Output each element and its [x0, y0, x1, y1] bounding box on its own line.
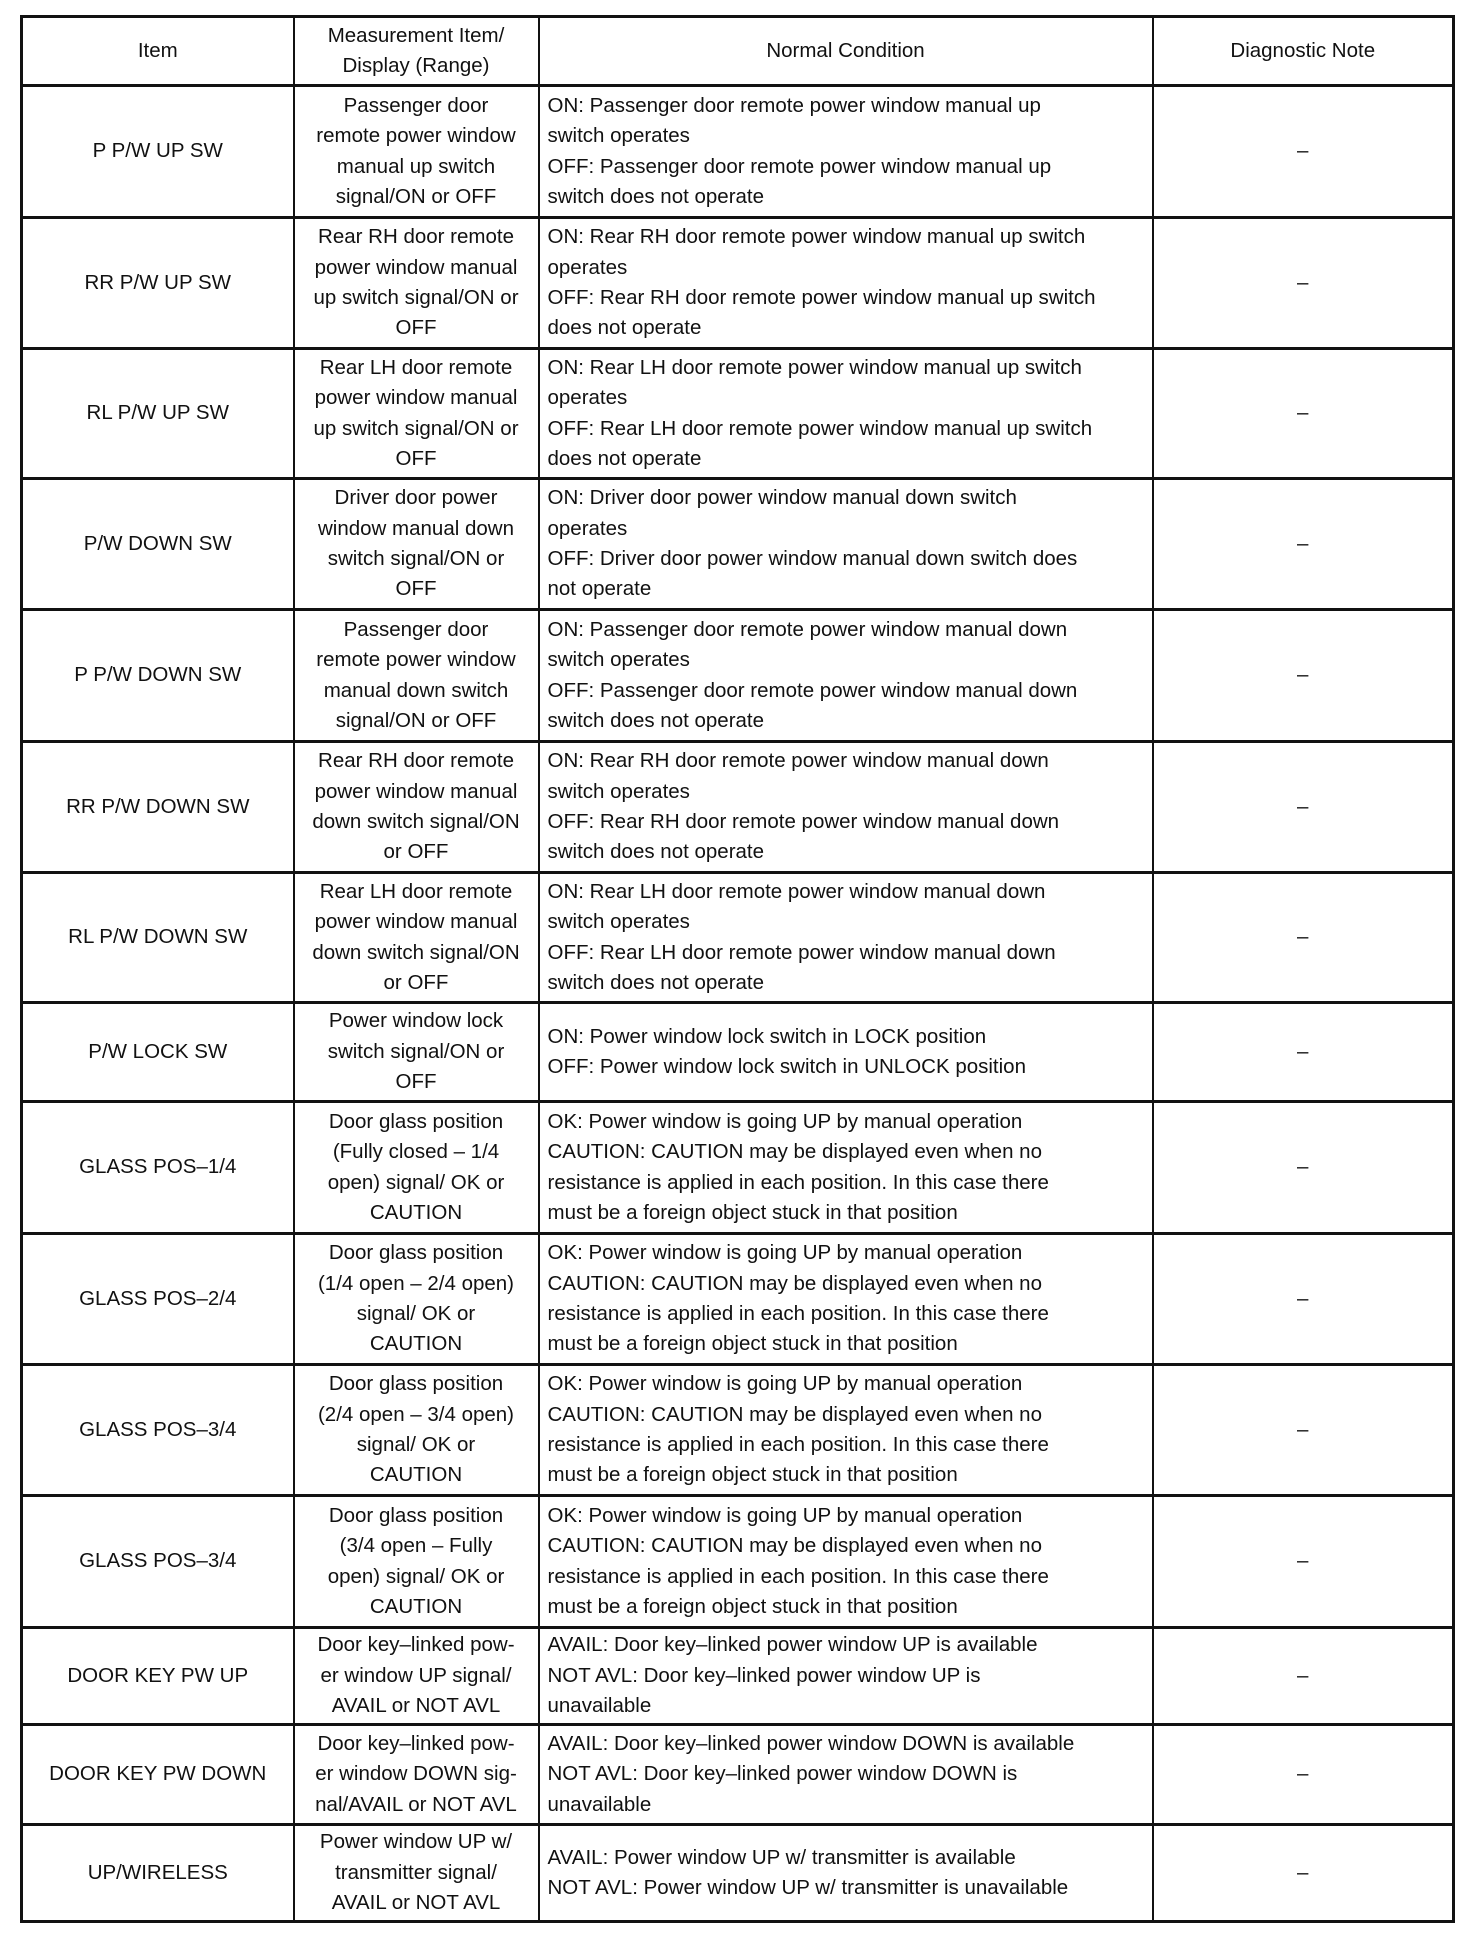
condition-cell: OK: Power window is going UP by manual operation CAUTION: CAUTION may be displayed even when no resistance is applied in each position. In this case there must be a foreign object stuck in that position	[539, 1102, 1153, 1234]
measurement-cell: Driver door power window manual down switch signal/ON or OFF	[294, 479, 539, 610]
header-diagnostic-note: Diagnostic Note	[1153, 17, 1454, 86]
item-cell: P/W DOWN SW	[22, 479, 294, 610]
note-cell: –	[1153, 1003, 1454, 1102]
item-cell: DOOR KEY PW DOWN	[22, 1725, 294, 1825]
item-cell: RL P/W UP SW	[22, 349, 294, 479]
measurement-cell: Door glass position (Fully closed – 1/4 open) signal/ OK or CAUTION	[294, 1102, 539, 1234]
condition-cell: ON: Rear RH door remote power window manual up switch operates OFF: Rear RH door remote power window manual up switch does not operate	[539, 218, 1153, 349]
condition-cell: AVAIL: Door key–linked power window DOWN is available NOT AVL: Door key–linked power window DOWN is unavailable	[539, 1725, 1153, 1825]
measurement-cell: Door key–linked pow- er window UP signal/ AVAIL or NOT AVL	[294, 1628, 539, 1725]
note-cell: –	[1153, 1628, 1454, 1725]
item-cell: GLASS POS–3/4	[22, 1496, 294, 1628]
measurement-cell: Power window UP w/ transmitter signal/ AVAIL or NOT AVL	[294, 1825, 539, 1922]
condition-cell: ON: Power window lock switch in LOCK position OFF: Power window lock switch in UNLOCK position	[539, 1003, 1153, 1102]
note-cell: –	[1153, 610, 1454, 742]
table-row	[22, 1628, 1454, 1725]
measurement-cell: Power window lock switch signal/ON or OFF	[294, 1003, 539, 1102]
condition-cell: ON: Driver door power window manual down switch operates OFF: Driver door power window manual down switch does not operate	[539, 479, 1153, 610]
note-cell: –	[1153, 349, 1454, 479]
note-cell: –	[1153, 1102, 1454, 1234]
note-cell: –	[1153, 218, 1454, 349]
table-row	[22, 1365, 1454, 1496]
condition-cell: AVAIL: Power window UP w/ transmitter is available NOT AVL: Power window UP w/ transmitter is unavailable	[539, 1825, 1153, 1922]
note-cell: –	[1153, 1365, 1454, 1496]
condition-cell: OK: Power window is going UP by manual operation CAUTION: CAUTION may be displayed even when no resistance is applied in each position. In this case there must be a foreign object stuck in that position	[539, 1234, 1153, 1365]
item-cell: P/W LOCK SW	[22, 1003, 294, 1102]
measurement-cell: Passenger door remote power window manual down switch signal/ON or OFF	[294, 610, 539, 742]
condition-cell: ON: Rear LH door remote power window manual down switch operates OFF: Rear LH door remote power window manual down switch does not operate	[539, 873, 1153, 1003]
note-cell: –	[1153, 873, 1454, 1003]
header-normal-condition: Normal Condition	[539, 17, 1153, 86]
condition-cell: OK: Power window is going UP by manual operation CAUTION: CAUTION may be displayed even when no resistance is applied in each position. In this case there must be a foreign object stuck in that position	[539, 1365, 1153, 1496]
condition-cell: ON: Rear RH door remote power window manual down switch operates OFF: Rear RH door remote power window manual down switch does not operate	[539, 742, 1153, 873]
table-row	[22, 1496, 1454, 1628]
note-cell: –	[1153, 1825, 1454, 1922]
item-cell: RR P/W UP SW	[22, 218, 294, 349]
table-row	[22, 479, 1454, 610]
table-row	[22, 610, 1454, 742]
measurement-cell: Rear LH door remote power window manual up switch signal/ON or OFF	[294, 349, 539, 479]
item-cell: P P/W UP SW	[22, 86, 294, 218]
item-cell: P P/W DOWN SW	[22, 610, 294, 742]
item-cell: GLASS POS–2/4	[22, 1234, 294, 1365]
table-row	[22, 1234, 1454, 1365]
note-cell: –	[1153, 1234, 1454, 1365]
table-row	[22, 742, 1454, 873]
item-cell: DOOR KEY PW UP	[22, 1628, 294, 1725]
table-row	[22, 86, 1454, 218]
diagnostic-data-table	[20, 15, 1455, 1923]
item-cell: UP/WIRELESS	[22, 1825, 294, 1922]
table-body	[22, 86, 1454, 1922]
item-cell: RR P/W DOWN SW	[22, 742, 294, 873]
item-cell: GLASS POS–3/4	[22, 1365, 294, 1496]
header-measurement: Measurement Item/ Display (Range)	[294, 17, 539, 86]
table-row	[22, 349, 1454, 479]
measurement-cell: Passenger door remote power window manual up switch signal/ON or OFF	[294, 86, 539, 218]
condition-cell: ON: Passenger door remote power window manual down switch operates OFF: Passenger door remote power window manual down switch does not operate	[539, 610, 1153, 742]
note-cell: –	[1153, 742, 1454, 873]
measurement-cell: Rear LH door remote power window manual down switch signal/ON or OFF	[294, 873, 539, 1003]
measurement-cell: Door glass position (2/4 open – 3/4 open) signal/ OK or CAUTION	[294, 1365, 539, 1496]
item-cell: RL P/W DOWN SW	[22, 873, 294, 1003]
condition-cell: AVAIL: Door key–linked power window UP is available NOT AVL: Door key–linked power window UP is unavailable	[539, 1628, 1153, 1725]
measurement-cell: Door glass position (1/4 open – 2/4 open) signal/ OK or CAUTION	[294, 1234, 539, 1365]
note-cell: –	[1153, 86, 1454, 218]
header-item: Item	[22, 17, 294, 86]
item-cell: GLASS POS–1/4	[22, 1102, 294, 1234]
table-row	[22, 873, 1454, 1003]
table-row	[22, 1825, 1454, 1922]
table-row	[22, 1003, 1454, 1102]
header-row	[22, 17, 1454, 86]
table-row	[22, 1725, 1454, 1825]
measurement-cell: Rear RH door remote power window manual up switch signal/ON or OFF	[294, 218, 539, 349]
note-cell: –	[1153, 1725, 1454, 1825]
measurement-cell: Door key–linked pow- er window DOWN sig- nal/AVAIL or NOT AVL	[294, 1725, 539, 1825]
condition-cell: OK: Power window is going UP by manual operation CAUTION: CAUTION may be displayed even when no resistance is applied in each position. In this case there must be a foreign object stuck in that position	[539, 1496, 1153, 1628]
table-row	[22, 1102, 1454, 1234]
measurement-cell: Door glass position (3/4 open – Fully open) signal/ OK or CAUTION	[294, 1496, 539, 1628]
measurement-cell: Rear RH door remote power window manual down switch signal/ON or OFF	[294, 742, 539, 873]
note-cell: –	[1153, 1496, 1454, 1628]
condition-cell: ON: Rear LH door remote power window manual up switch operates OFF: Rear LH door remote power window manual up switch does not operate	[539, 349, 1153, 479]
table-row	[22, 218, 1454, 349]
condition-cell: ON: Passenger door remote power window manual up switch operates OFF: Passenger door remote power window manual up switch does not operate	[539, 86, 1153, 218]
note-cell: –	[1153, 479, 1454, 610]
